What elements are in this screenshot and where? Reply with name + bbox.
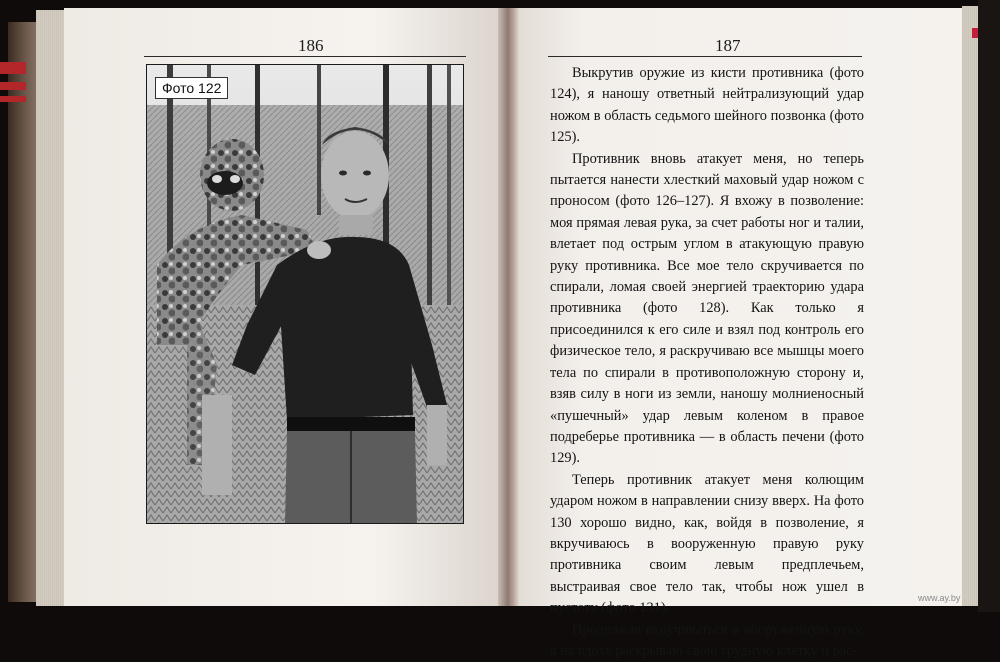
paragraph: Выкрутив оружие из кисти противника (фото 124), я наношу ответный нейтрализующий удар ножом в область седьмого шейного позвонка (фото 125). bbox=[550, 65, 864, 146]
right-header-rule bbox=[548, 56, 862, 57]
page-stack-left bbox=[36, 10, 66, 606]
cover-marking bbox=[0, 82, 26, 90]
photo bbox=[146, 64, 464, 524]
photo-illustration bbox=[147, 65, 464, 524]
paragraph: Продолжая вкручиваться в вооруженную руку, я на вдохе раскрываю свою грудную клетку и рас- bbox=[550, 621, 864, 659]
background-edge bbox=[978, 0, 1000, 612]
photo-caption: Фото 122 bbox=[155, 77, 228, 99]
body-text bbox=[550, 63, 864, 662]
paragraph: Противник вновь атакует меня, но теперь пытается нанести хлесткий маховый удар ножом с проносом (фото 126–127). Я вхожу в позволение: моя прямая левая рука, за счет работы ног и талии, влетает под острым углом в атакующую правую руку противника. Все мое тело скручивается по спирали, ломая своей энергией траекторию удара противника (фото 128). Как только я присоединился к его силе и взял под контроль его физическое тело, я раскручиваю все мышцы моего тела по спирали в противоположную сторону и, взяв силу в ноги из земли, наношу молниеносный «пушечный» удар левым коленом в правое подреберье противника — в область печени (фото 129). bbox=[550, 150, 864, 467]
left-page-number: 186 bbox=[298, 36, 324, 55]
page-stack-right bbox=[962, 6, 978, 606]
right-page-number: 187 bbox=[715, 36, 741, 55]
cover-marking bbox=[0, 96, 26, 102]
left-header-rule bbox=[144, 56, 466, 57]
watermark: www.ay.by bbox=[918, 593, 961, 603]
cover-marking bbox=[0, 62, 26, 74]
paragraph: Теперь противник атакует меня колющим ударом ножом в направлении снизу вверх. На фото 130 хорошо видно, как, войдя в позволение, я вкручиваюсь в вооруженную правую руку противника своим левым предплечьем, выстраивая свое тело так, чтобы нож ушел в пустоту (фото 131). bbox=[550, 471, 864, 617]
book-gutter bbox=[498, 8, 520, 606]
